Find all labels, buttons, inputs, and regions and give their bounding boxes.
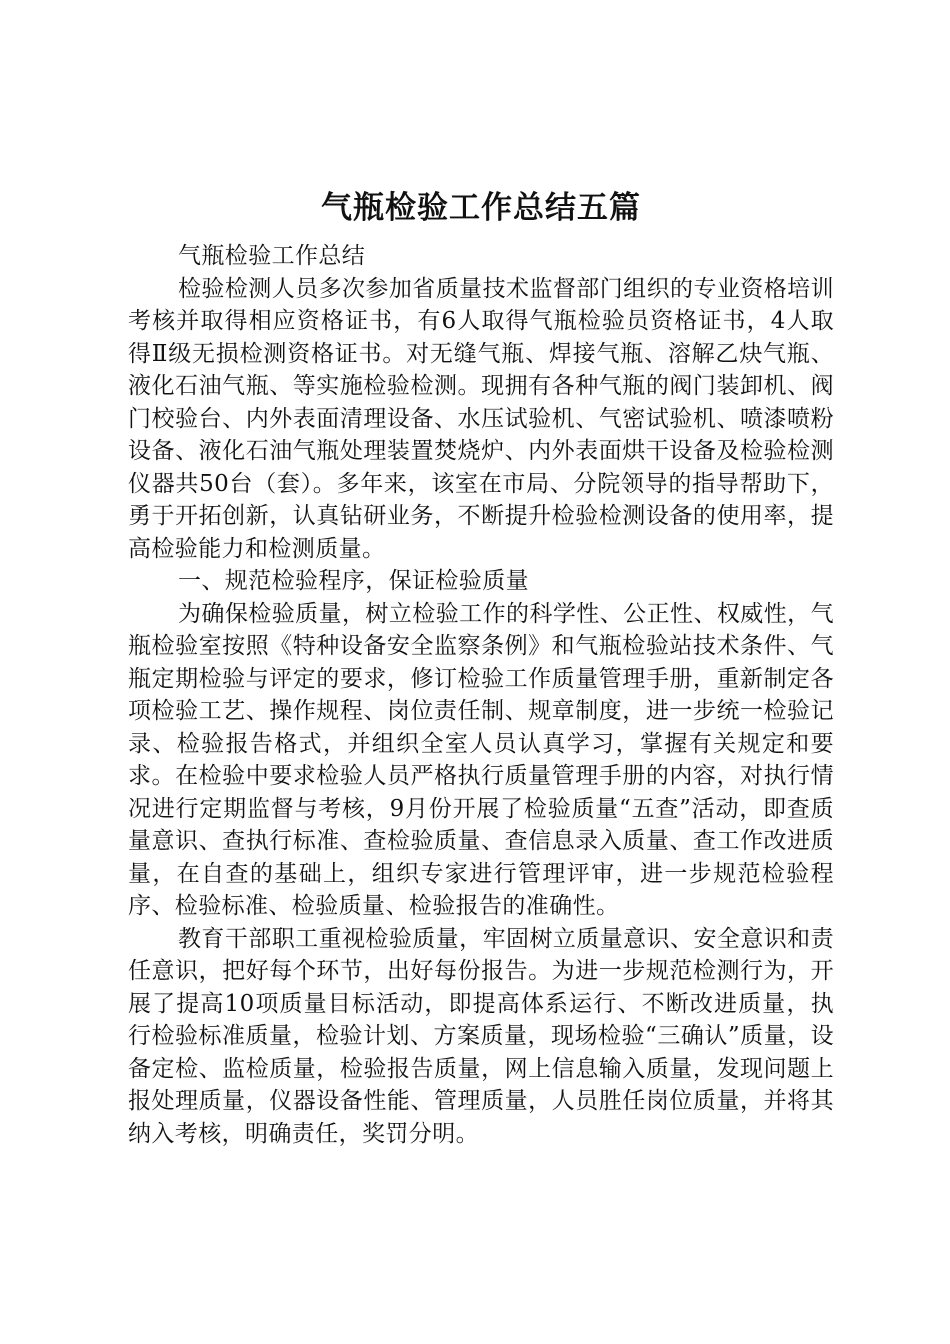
section-heading: 一、规范检验程序，保证检验质量 bbox=[178, 568, 529, 594]
subtitle-paragraph: 气瓶检验工作总结 bbox=[178, 243, 366, 269]
document-title: 气瓶检验工作总结五篇 bbox=[321, 190, 641, 226]
intro-paragraph: 检验检测人员多次参加省质量技术监督部门组织的专业资格培训考核并取得相应资格证书，有6人取得气瓶检验员资格证书，4人取得Ⅱ级无损检测资格证书。对无缝气瓶、焊接气瓶、溶解乙炔气瓶、液化石油气瓶、等实施检验检测。现拥有各种气瓶的阀门装卸机、阀门校验台、内外表面清理设备、水压试验机、气密试验机、喷漆喷粉设备、液化石油气瓶处理装置焚烧炉、内外表面烘干设备及检验检测仪器共50台（套）。多年来，该室在市局、分院领导的指导帮助下，勇于开拓创新，认真钻研业务，不断提升检验检测设备的使用率，提高检验能力和检测质量。 bbox=[128, 275, 834, 562]
body-paragraph: 为确保检验质量，树立检验工作的科学性、公正性、权威性，气瓶检验室按照《特种设备安全监察条例》和气瓶检验站技术条件、气瓶定期检验与评定的要求，修订检验工作质量管理手册，重新制定各项检验工艺、操作规程、岗位责任制、规章制度，进一步统一检验记录、检验报告格式，并组织全室人员认真学习，掌握有关规定和要求。在检验中要求检验人员严格执行质量管理手册的内容，对执行情况进行定期监督与考核，9月份开展了检验质量“五查”活动，即查质量意识、查执行标准、查检验质量、查信息录入质量、查工作改进质量，在自查的基础上，组织专家进行管理评审，进一步规范检验程序、检验标准、检验质量、检验报告的准确性。 bbox=[128, 600, 834, 919]
body-paragraph: 教育干部职工重视检验质量，牢固树立质量意识、安全意识和责任意识，把好每个环节，出好每份报告。为进一步规范检测行为，开展了提高10项质量目标活动，即提高体系运行、不断改进质量，执行检验标准质量，检验计划、方案质量，现场检验“三确认”质量，设备定检、监检质量，检验报告质量，网上信息输入质量，发现问题上报处理质量，仪器设备性能、管理质量，人员胜任岗位质量，并将其纳入考核，明确责任，奖罚分明。 bbox=[128, 925, 834, 1147]
document-page bbox=[128, 186, 834, 1150]
